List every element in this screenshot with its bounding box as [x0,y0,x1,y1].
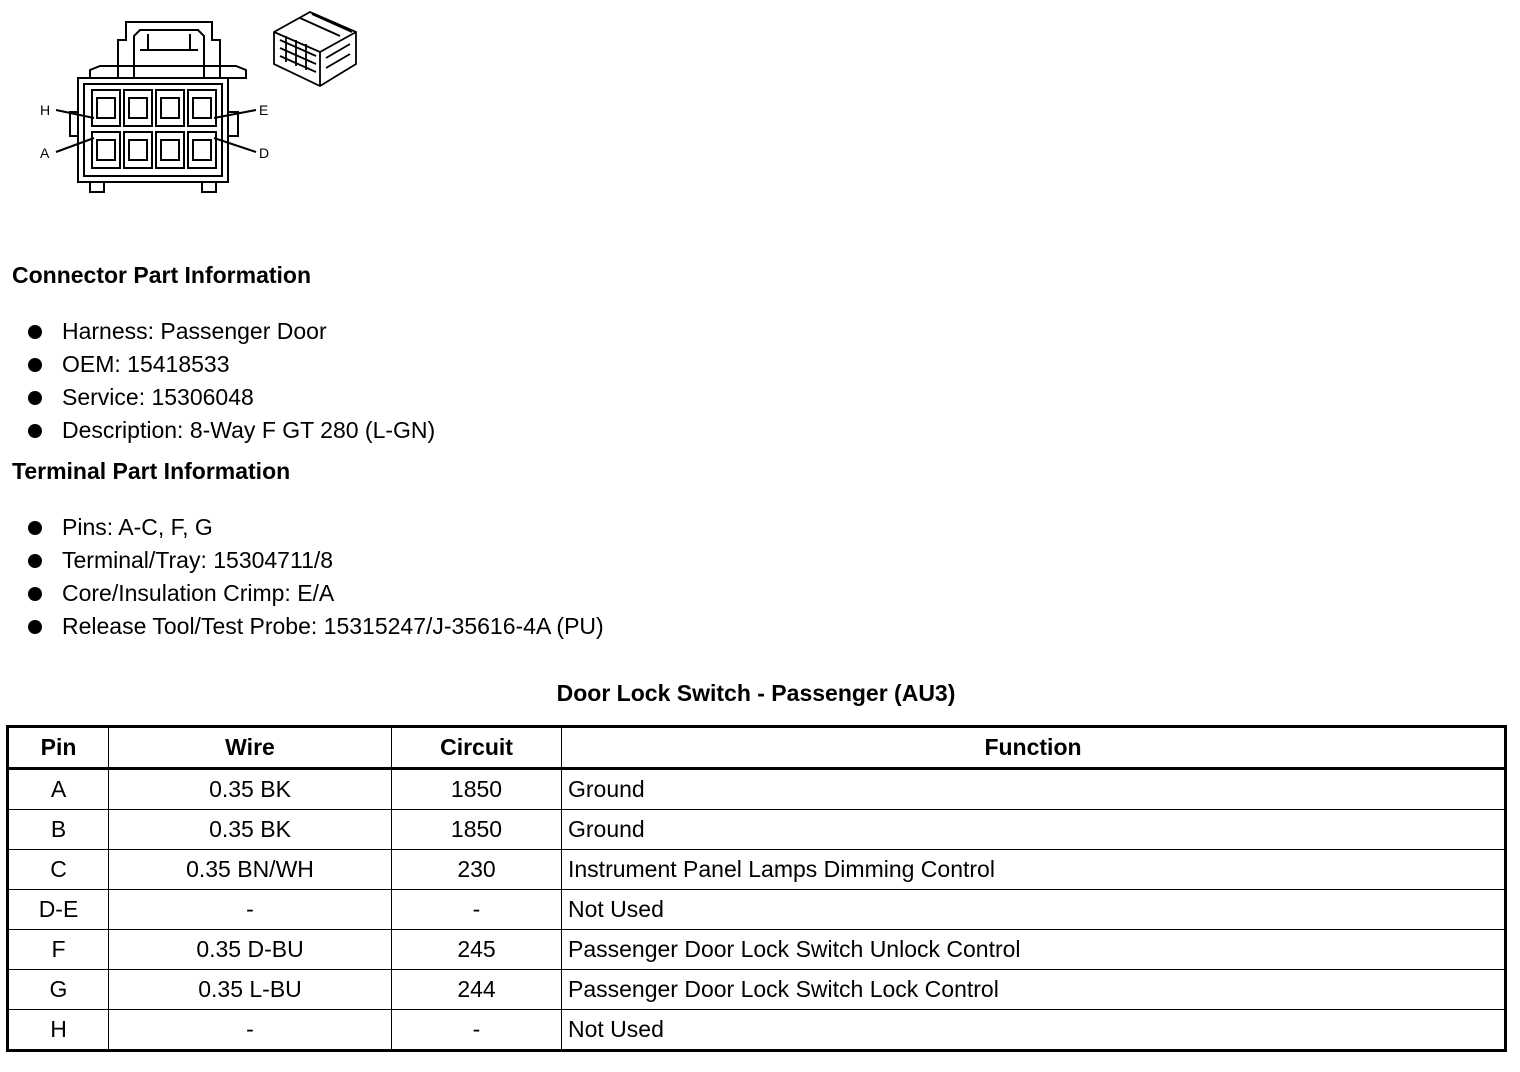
list-item [28,544,604,577]
cell-pin: B [8,810,109,850]
pinout-table [6,725,1507,1052]
bullet-icon [28,554,42,568]
table-row [8,970,1506,1010]
table-title: Door Lock Switch - Passenger (AU3) [556,680,956,706]
pin-label-e: E [259,102,269,118]
list-item-text: Service: 15306048 [62,384,254,410]
bullet-icon [28,587,42,601]
cell-function: Ground [562,769,1506,810]
cell-wire: 0.35 D-BU [109,930,392,970]
cell-circuit: 1850 [392,810,562,850]
bullet-icon [28,424,42,438]
cell-function: Passenger Door Lock Switch Unlock Control [562,930,1506,970]
cell-wire: 0.35 BK [109,769,392,810]
pin-label-a: A [40,145,50,161]
list-item [28,511,604,544]
header-function: Function [562,727,1506,769]
cell-function: Ground [562,810,1506,850]
table-row [8,850,1506,890]
cell-circuit: 230 [392,850,562,890]
cell-circuit: - [392,1010,562,1051]
connector-part-info-list [28,315,435,447]
cell-wire: - [109,1010,392,1051]
cell-function: Passenger Door Lock Switch Lock Control [562,970,1506,1010]
bullet-icon [28,325,42,339]
pin-label-d: D [259,145,270,161]
cell-pin: C [8,850,109,890]
list-item-text: Release Tool/Test Probe: 15315247/J-35616-4A (PU) [62,613,604,639]
terminal-part-info-title: Terminal Part Information [12,458,291,484]
cell-circuit: - [392,890,562,930]
list-item-text: Harness: Passenger Door [62,318,327,344]
header-wire: Wire [109,727,392,769]
cell-pin: H [8,1010,109,1051]
pin-label-h: H [40,102,51,118]
cell-circuit: 1850 [392,769,562,810]
table-header-row [8,727,1506,769]
cell-function: Not Used [562,1010,1506,1051]
cell-circuit: 244 [392,970,562,1010]
bullet-icon [28,358,42,372]
list-item [28,315,435,348]
list-item-text: OEM: 15418533 [62,351,230,377]
list-item [28,348,435,381]
cell-wire: 0.35 L-BU [109,970,392,1010]
cell-function: Not Used [562,890,1506,930]
bullet-icon [28,620,42,634]
list-item-text: Terminal/Tray: 15304711/8 [62,547,334,573]
bullet-icon [28,391,42,405]
terminal-part-info-list [28,511,604,643]
list-item-text: Description: 8-Way F GT 280 (L-GN) [62,417,436,443]
header-pin: Pin [8,727,109,769]
cell-wire: 0.35 BN/WH [109,850,392,890]
list-item-text: Core/Insulation Crimp: E/A [62,580,335,606]
table-row [8,769,1506,810]
list-item [28,610,604,643]
cell-function: Instrument Panel Lamps Dimming Control [562,850,1506,890]
connector-diagram [0,0,380,210]
table-row [8,930,1506,970]
table-row [8,810,1506,850]
cell-wire: 0.35 BK [109,810,392,850]
connector-part-info-title: Connector Part Information [12,262,312,288]
header-circuit: Circuit [392,727,562,769]
list-item-text: Pins: A-C, F, G [62,514,213,540]
cell-pin: A [8,769,109,810]
cell-pin: G [8,970,109,1010]
list-item [28,414,435,447]
table-row [8,890,1506,930]
list-item [28,577,604,610]
cell-pin: F [8,930,109,970]
bullet-icon [28,521,42,535]
cell-circuit: 245 [392,930,562,970]
cell-pin: D-E [8,890,109,930]
cell-wire: - [109,890,392,930]
list-item [28,381,435,414]
table-row [8,1010,1506,1051]
